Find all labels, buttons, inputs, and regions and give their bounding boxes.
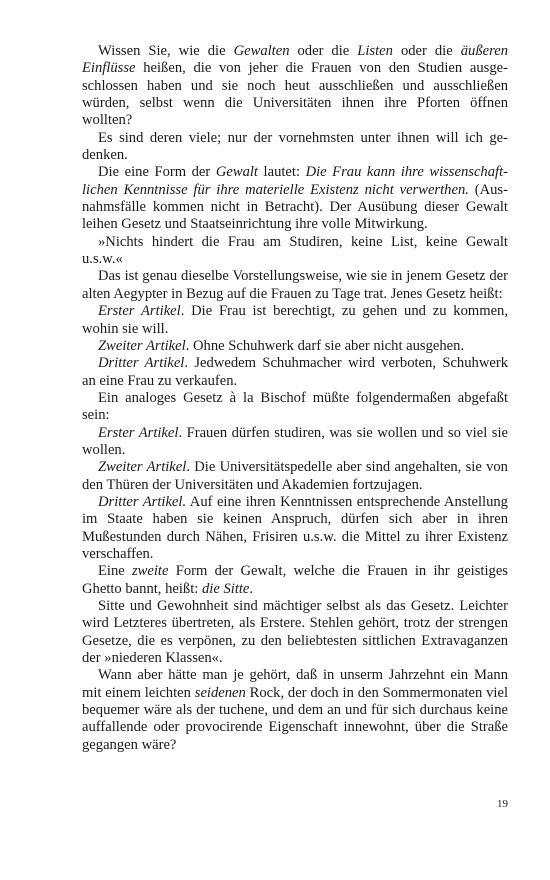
paragraph: Erster Artikel. Frauen dürfen studiren, was sie wollen und so viel sie wollen. bbox=[82, 424, 508, 458]
paragraph: Dritter Artikel. Auf eine ihren Kenntnissen entsprechende Anstellung im Staate haben sie keinen Anspruch, dürfen sich aber in ihren Mußestunden durch Nähen, Frisiren u.s.w. die Mittel zu ihrer Existenz verschaffen. bbox=[82, 493, 508, 562]
paragraph: Ein analoges Gesetz à la Bischof müßte folgendermaßen abgefaßt sein: bbox=[82, 389, 508, 424]
paragraph: Zweiter Artikel. Ohne Schuhwerk darf sie aber nicht ausgehen. bbox=[98, 337, 465, 354]
page-number: 19 bbox=[497, 798, 508, 810]
paragraph: Es sind deren viele; nur der vornehmsten unter ihnen will ich gedenken. bbox=[82, 129, 508, 164]
paragraph: Dritter Artikel. Jedwedem Schuhmacher wird verboten, Schuhwerk an eine Frau zu verkaufen. bbox=[82, 355, 508, 389]
paragraph: Erster Artikel. Die Frau ist berechtigt, zu gehen und zu kommen, wohin sie will. bbox=[82, 303, 508, 337]
paragraph: Zweiter Artikel. Die Universitätspedelle aber sind angehalten, sie von den Thüren der Universitäten und Akademien fortzujagen. bbox=[82, 459, 508, 493]
paragraph: Eine zweite Form der Gewalt, welche die Frauen in ihr geistiges Ghetto bannt, heißt: die Sitte. bbox=[82, 563, 508, 597]
paragraph: »Nichts hindert die Frau am Studiren, keine List, keine Gewalt u.s.w.« bbox=[82, 233, 508, 268]
paragraph: Wann aber hätte man je gehört, daß in unserm Jahrzehnt ein Mann mit einem leichten seidenen Rock, der doch in den Sommermonaten viel bequemer wäre als der tuchene, und dem an und für sich durchaus keine auffallende oder provocirende Eigenschaft innewohnt, über die Straße gegangen wäre? bbox=[82, 667, 508, 753]
paragraph: Wissen Sie, wie die Gewalten oder die Listen oder die äußeren Einflüsse heißen, die von jeher die Frauen von den Studien ausgeschlossen haben und sie noch heut ausschließen und ausschließen würden, selbst wenn die Universitäten ihnen ihre Pforten öffnen wollten? bbox=[82, 43, 508, 129]
paragraph: Das ist genau dieselbe Vorstellungsweise, wie sie in jenem Gesetz der alten Aegypter in Bezug auf die Frauen zu Tage trat. Jenes Gesetz heißt: bbox=[82, 268, 508, 302]
body-text bbox=[82, 43, 508, 754]
paragraph: Sitte und Gewohnheit sind mächtiger selbst als das Gesetz. Leichter wird Letzteres übertreten, als Erstere. Stehlen gehört, trotz der strengen Gesetze, die es verpönen, zu den beliebtesten sittlichen Extravaganzen der »niederen Klassen«. bbox=[82, 598, 508, 667]
paragraph: Die eine Form der Gewalt lautet: Die Frau kann ihre wissenschaftlichen Kenntnisse für ihre materielle Existenz nicht verwerthen. (Ausnahmsfälle kommen nicht in Betracht). Der Ausübung dieser Gewalt leihen Gesetz und Staatseinrichtung ihre volle Mitwirkung. bbox=[82, 164, 508, 233]
